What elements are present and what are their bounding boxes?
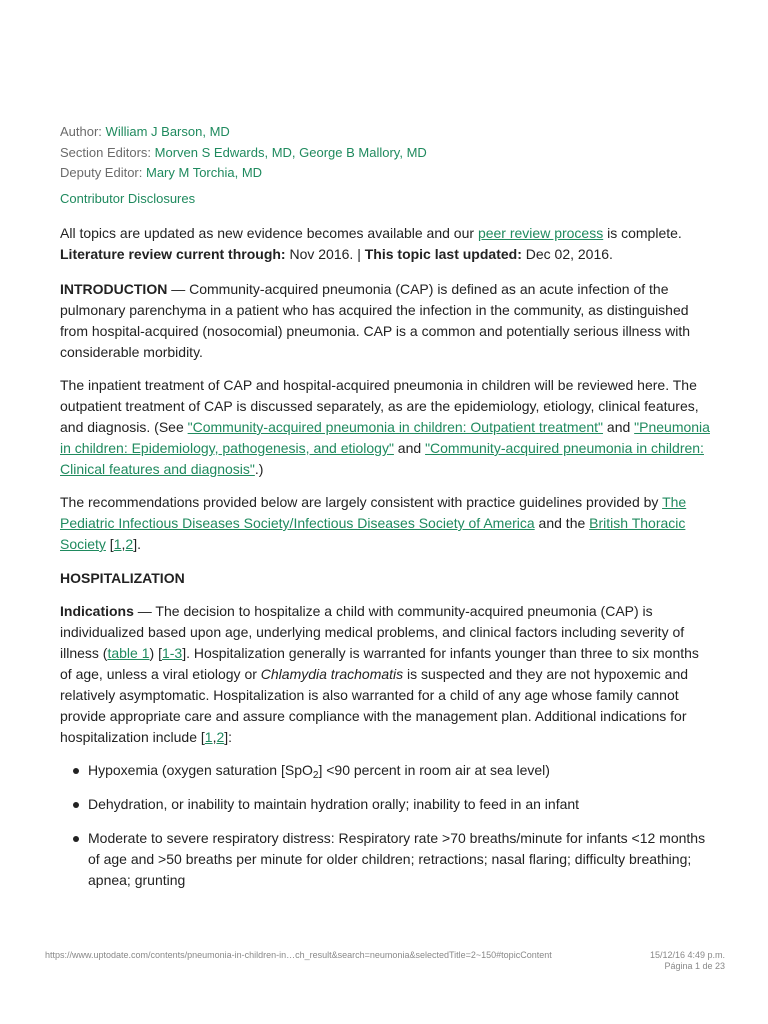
deputy-editor-link[interactable]: Mary M Torchia, MD	[146, 165, 263, 180]
footer-page-number: Página 1 de 23	[664, 961, 725, 971]
footer-url: https://www.uptodate.com/contents/pneumonia-in-children-in…ch_result&search=neumonia&selectedTitle=2~150#topicContent	[45, 950, 552, 960]
indications-text-1: — The decision to hospitalize a child with community-acquired pneumonia (CAP) is individualized based upon age, underlying medical problems, and clinical factors including severity of illness (	[60, 603, 685, 661]
footer-datetime: 15/12/16 4:49 p.m.	[649, 950, 725, 960]
section-editors-label: Section Editors:	[60, 144, 152, 160]
indications-paragraph	[60, 601, 710, 748]
list-item	[60, 828, 710, 891]
guidelines-and: and the	[534, 515, 590, 531]
hypoxemia-text-2: ] <90 percent in room air at sea level)	[318, 762, 550, 778]
pids-idsa-link[interactable]: The Pediatric Infectious Diseases Society/Infectious Diseases Society of America	[60, 494, 687, 531]
last-updated-value: Dec 02, 2016.	[521, 246, 613, 262]
article-meta	[60, 122, 710, 209]
last-updated-label: This topic last updated:	[364, 246, 522, 262]
article	[60, 122, 710, 904]
outpatient-treatment-link[interactable]: "Community-acquired pneumonia in children: Outpatient treatment"	[187, 419, 604, 435]
reference-2-link[interactable]: 2	[125, 536, 134, 552]
list-item	[60, 760, 710, 781]
table-1-link[interactable]: table 1	[107, 645, 150, 661]
indications-text-3: ]. Hospitalization generally is warranted for infants younger than three to six months of age, unless a viral etiology or	[60, 645, 699, 682]
scope-end: .)	[254, 461, 264, 477]
hospitalization-heading: HOSPITALIZATION	[60, 570, 185, 586]
dehydration-text: Dehydration, or inability to maintain hydration orally; inability to feed in an infant	[88, 796, 580, 812]
guidelines-text-1: The recommendations provided below are largely consistent with practice guidelines provided by	[60, 494, 663, 510]
indications-ref-2-link[interactable]: 2	[216, 729, 225, 745]
reference-1-3-link[interactable]: 1-3	[161, 645, 183, 661]
indications-text-4: is suspected and they are not hypoxemic and relatively asymptomatic. Hospitalization is also warranted for a child of any age whose family cannot provide appropriate care and assure compliance with the management plan. Additional indications for hospitalization include [	[60, 666, 689, 745]
update-notice	[60, 223, 710, 265]
scope-and-2: and	[393, 440, 426, 456]
bullet-icon	[73, 802, 79, 808]
guidelines-ref-close: ].	[133, 536, 141, 552]
bullet-icon	[73, 836, 79, 842]
indications-list	[60, 760, 710, 891]
guidelines-ref-open: [	[105, 536, 114, 552]
introduction-paragraph	[60, 279, 710, 363]
guidelines-paragraph	[60, 492, 710, 555]
scope-paragraph	[60, 375, 710, 480]
reference-1-link[interactable]: 1	[113, 536, 122, 552]
clinical-features-link[interactable]: "Community-acquired pneumonia in children: Clinical features and diagnosis"	[60, 440, 704, 477]
indications-ref-sep: ,	[212, 729, 217, 745]
update-text-2: is complete.	[603, 225, 682, 241]
british-thoracic-society-link[interactable]: British Thoracic Society	[60, 515, 686, 552]
chlamydia-term: Chlamydia trachomatis	[260, 666, 404, 682]
contributor-disclosures-link[interactable]: Contributor Disclosures	[60, 190, 196, 206]
lit-review-label: Literature review current through:	[60, 246, 286, 262]
indications-text-2: ) [	[149, 645, 162, 661]
section-editors-line	[60, 143, 710, 164]
author-line	[60, 122, 710, 143]
list-item	[60, 794, 710, 815]
author-label: Author:	[60, 124, 102, 139]
indications-ref-1-link[interactable]: 1	[204, 729, 213, 745]
update-text-1: All topics are updated as new evidence becomes available and our	[60, 225, 478, 241]
indications-text-5: ]:	[224, 729, 233, 745]
deputy-editor-line	[60, 163, 710, 184]
peer-review-link[interactable]: peer review process	[477, 225, 604, 241]
contributor-disclosures-line	[60, 189, 710, 210]
section-editors-link[interactable]: Morven S Edwards, MD, George B Mallory, MD	[154, 144, 427, 160]
guidelines-ref-sep: ,	[121, 536, 126, 552]
epidemiology-link[interactable]: "Pneumonia in children: Epidemiology, pathogenesis, and etiology"	[60, 419, 710, 456]
lit-review-value: Nov 2016. |	[285, 246, 365, 262]
scope-text-1: The inpatient treatment of CAP and hospital-acquired pneumonia in children will be reviewed here. The outpatient treatment of CAP is discussed separately, as are the epidemiology, etiology, clinical features, and diagnosis. (See	[60, 377, 699, 435]
bullet-icon	[73, 768, 79, 774]
introduction-text: — Community-acquired pneumonia (CAP) is defined as an acute infection of the pulmonary parenchyma in a patient who has acquired the infection in the community, as distinguished from hospital-acquired (nosocomial) pneumonia. CAP is a common and potentially serious illness with considerable morbidity.	[60, 281, 691, 360]
spo2-subscript: 2	[312, 770, 319, 781]
indications-label: Indications	[60, 603, 134, 619]
introduction-heading: INTRODUCTION	[60, 281, 168, 297]
footer-right	[650, 950, 725, 972]
scope-and-1: and	[603, 419, 635, 435]
author-link[interactable]: William J Barson, MD	[105, 124, 230, 139]
respiratory-distress-text: Moderate to severe respiratory distress: Respiratory rate >70 breaths/minute for infants <12 months of age and >50 breaths per minute for older children; retractions; nasal flaring; difficulty breathing; apnea; grunting	[88, 830, 706, 888]
hypoxemia-text-1: Hypoxemia (oxygen saturation [SpO	[88, 762, 313, 778]
deputy-editor-label: Deputy Editor:	[60, 165, 143, 180]
